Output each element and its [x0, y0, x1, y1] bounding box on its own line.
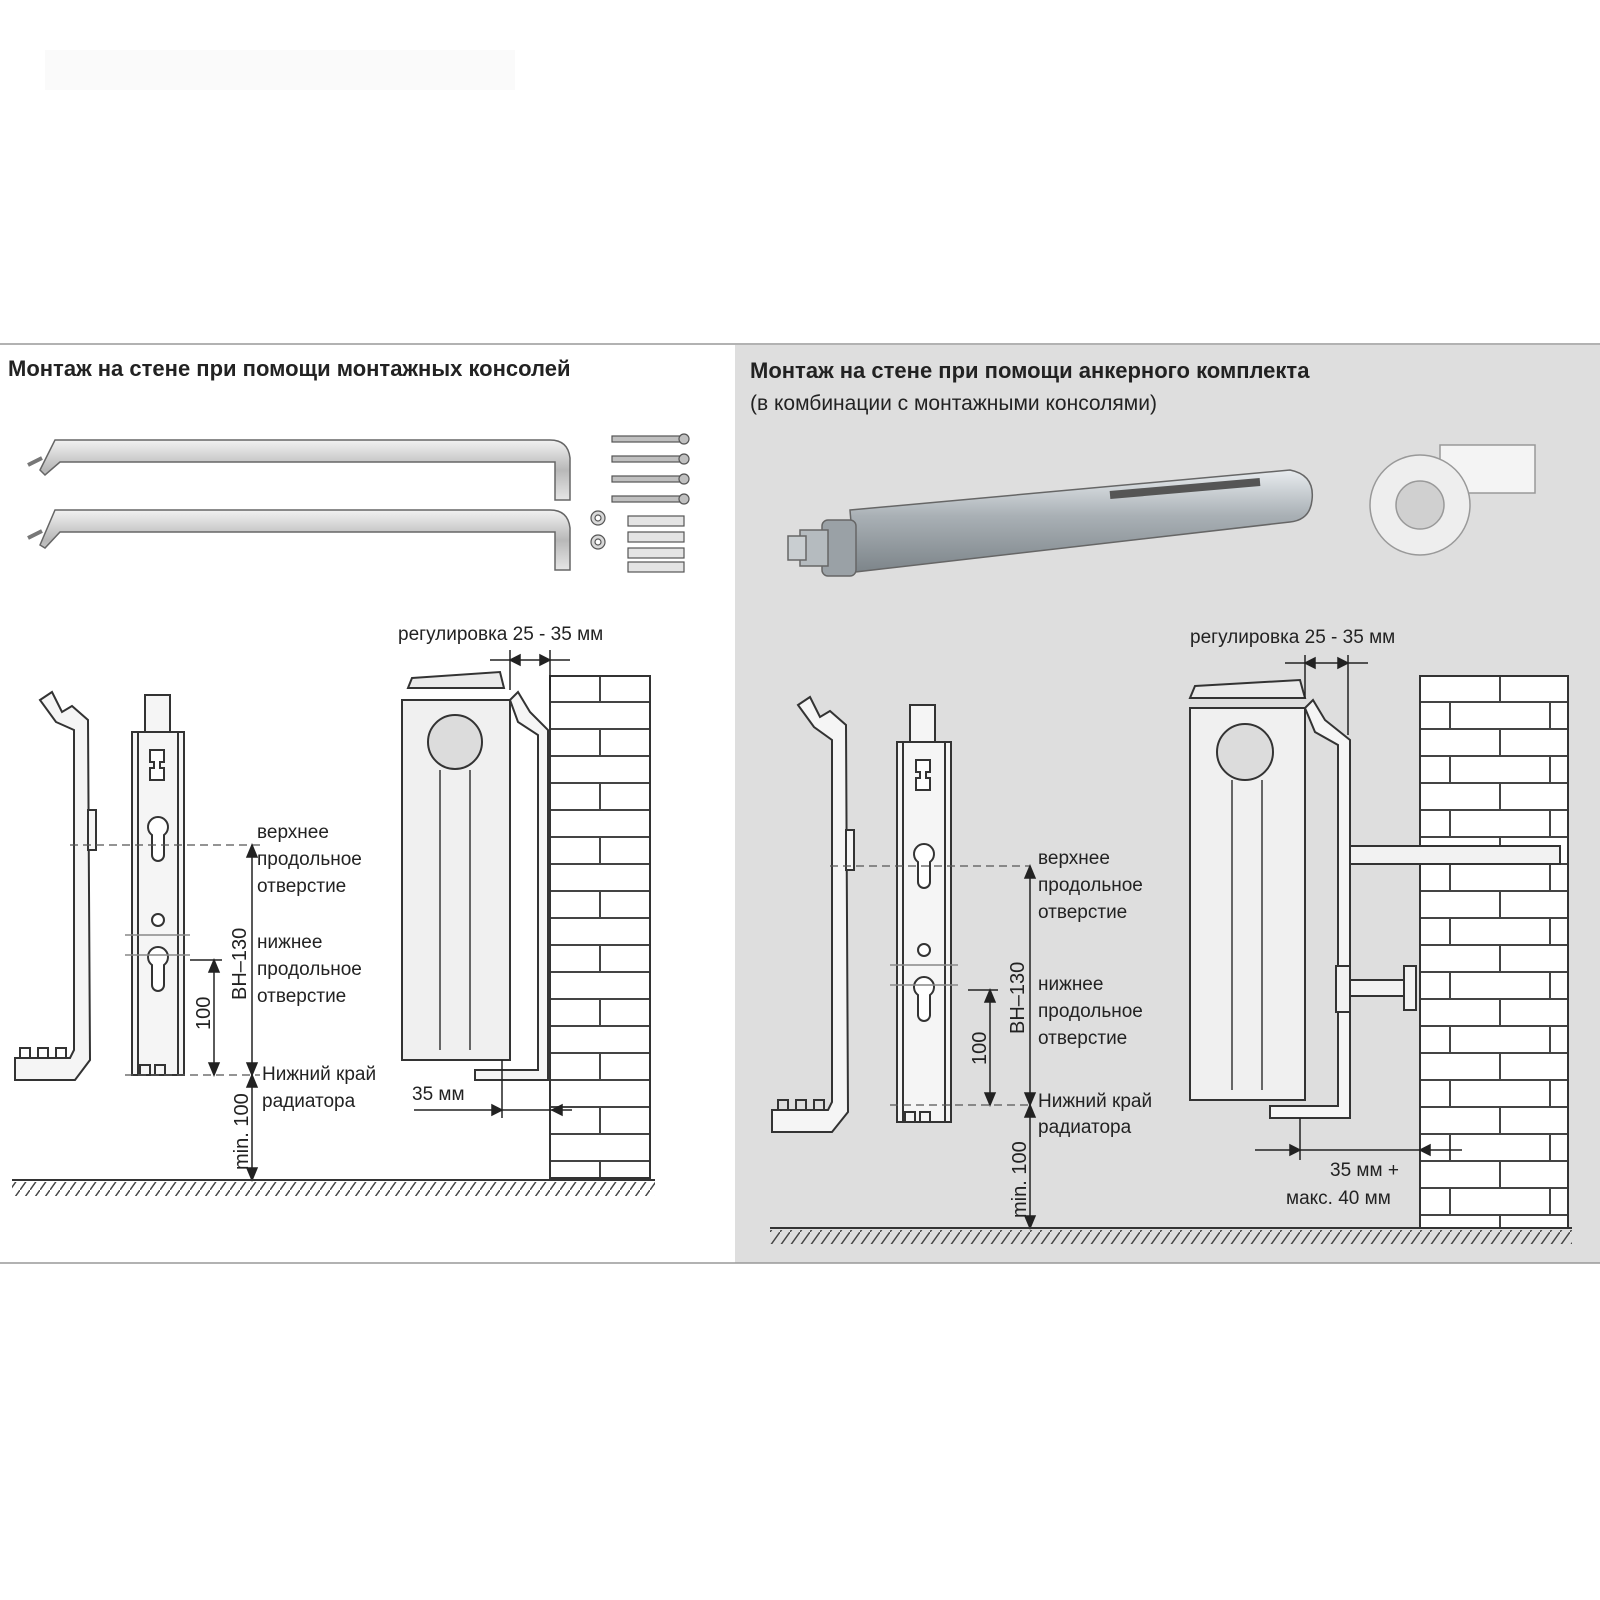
adjust-label: регулировка 25 - 35 мм	[398, 624, 604, 645]
svg-text:нижнее: нижнее	[257, 932, 323, 953]
dim-bh-130-right: BH–130	[1007, 961, 1029, 1034]
brick-wall	[550, 676, 650, 1178]
dim-35mm: 35 мм	[412, 1084, 465, 1105]
dim-100-right: 100	[969, 1031, 991, 1065]
svg-text:радиатора: радиатора	[262, 1091, 356, 1112]
floor-hatch	[12, 1182, 655, 1196]
dim-100: 100	[193, 996, 215, 1030]
upper-hole-label	[257, 822, 362, 897]
svg-text:продольное: продольное	[257, 959, 362, 980]
svg-text:отверстие: отверстие	[1038, 902, 1128, 923]
left-panel	[8, 356, 689, 1196]
bracket-front-view	[125, 695, 190, 1075]
brick-wall-right	[1420, 676, 1568, 1228]
svg-text:макс. 40 мм: макс. 40 мм	[1286, 1188, 1391, 1209]
faint-watermark	[45, 50, 515, 90]
radiator-side	[402, 672, 548, 1080]
right-subtitle: (в комбинации с монтажными консолями)	[750, 392, 1157, 415]
dim-min-100: min. 100	[231, 1093, 253, 1170]
right-title: Монтаж на стене при помощи анкерного комплекта	[750, 358, 1310, 383]
lower-hole-label	[257, 932, 362, 1007]
screws-and-dowels	[591, 434, 689, 572]
floor-hatch-right	[770, 1230, 1572, 1244]
svg-text:продольное: продольное	[1038, 1001, 1143, 1022]
adjust-label-right: регулировка 25 - 35 мм	[1190, 627, 1396, 648]
svg-text:верхнее: верхнее	[257, 822, 329, 843]
dim-min-100-right: min. 100	[1009, 1141, 1031, 1218]
svg-text:35 мм +: 35 мм +	[1330, 1160, 1399, 1181]
mounting-console-photo	[28, 440, 570, 570]
bracket-side-view	[15, 692, 96, 1080]
svg-text:отверстие: отверстие	[257, 986, 347, 1007]
dim-bh-130: BH–130	[229, 927, 251, 1000]
svg-text:Нижний край: Нижний край	[262, 1064, 377, 1085]
svg-text:верхнее: верхнее	[1038, 848, 1110, 869]
svg-text:радиатора: радиатора	[1038, 1117, 1132, 1138]
bracket-front-view-right	[890, 705, 958, 1122]
svg-text:отверстие: отверстие	[257, 876, 347, 897]
svg-text:Нижний край: Нижний край	[1038, 1091, 1153, 1112]
svg-text:продольное: продольное	[1038, 875, 1143, 896]
svg-text:продольное: продольное	[257, 849, 362, 870]
left-title: Монтаж на стене при помощи монтажных консолей	[8, 356, 571, 381]
svg-text:отверстие: отверстие	[1038, 1028, 1128, 1049]
svg-text:нижнее: нижнее	[1038, 974, 1104, 995]
bottom-edge-label	[262, 1064, 376, 1112]
